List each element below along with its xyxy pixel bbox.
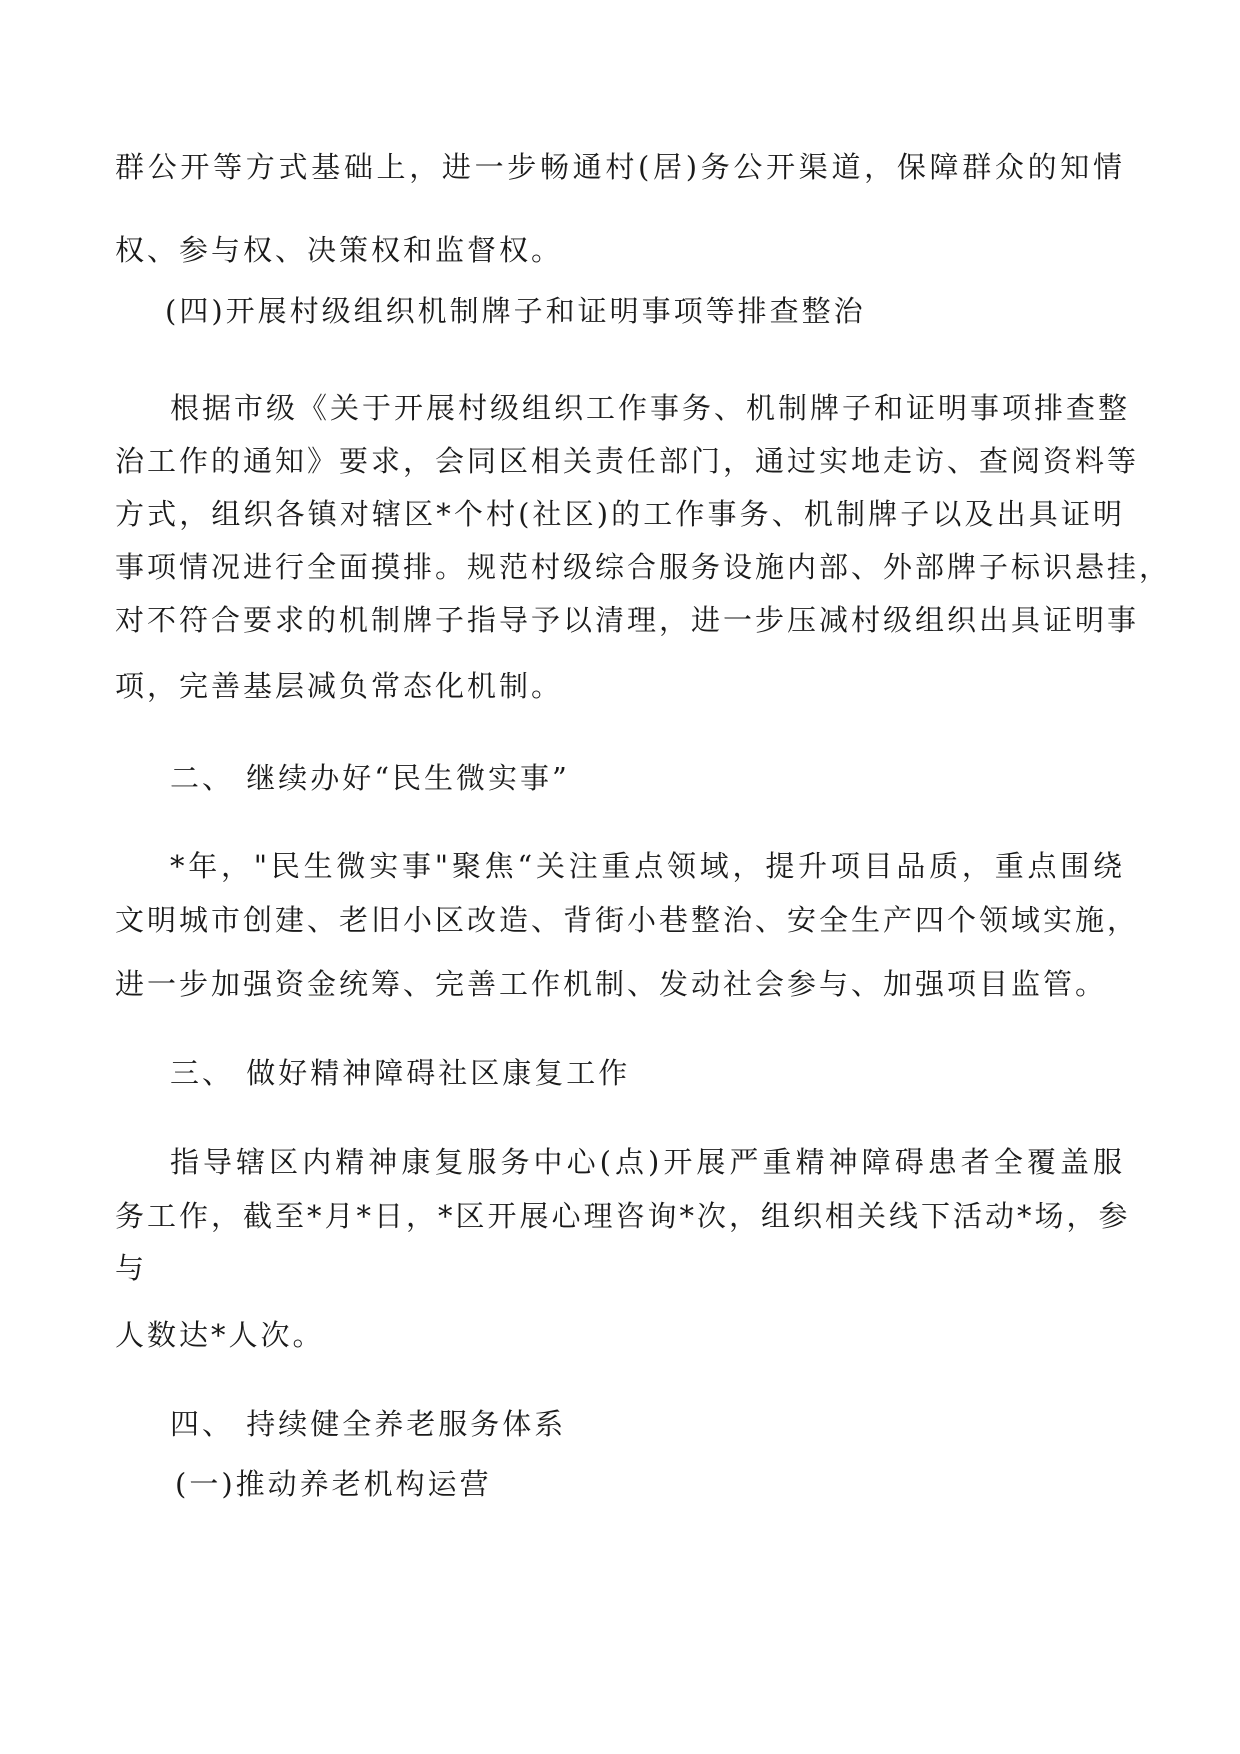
paragraph-line: 方式，组织各镇对辖区*个村(社区)的工作事务、机制牌子以及出具证明 [115,497,1125,531]
subsection-heading: (四)开展村级组织机制牌子和证明事项等排查整治 [165,294,866,328]
paragraph-line: 治工作的通知》要求，会同区相关责任部门，通过实地走访、查阅资料等 [115,444,1140,478]
paragraph-line: 进一步加强资金统筹、完善工作机制、发动社会参与、加强项目监管。 [115,967,1108,1001]
paragraph-line: 文明城市创建、老旧小区改造、背街小巷整治、安全生产四个领域实施， [115,903,1140,937]
paragraph-line: 指导辖区内精神康复服务中心(点)开展严重精神障碍患者全覆盖服 [170,1145,1125,1179]
paragraph-line: 根据市级《关于开展村级组织工作事务、机制牌子和证明事项排查整 [170,391,1131,425]
paragraph-line: 对不符合要求的机制牌子指导予以清理，进一步压减村级组织出具证明事 [115,603,1140,637]
paragraph-line: 与 [115,1251,148,1285]
paragraph-line: *年，"民生微实事"聚焦“关注重点领域，提升项目品质，重点围绕 [170,849,1125,883]
section-heading: 四、 持续健全养老服务体系 [170,1407,567,1441]
section-heading: 二、 继续办好“民生微实事” [170,761,570,795]
paragraph-line: 项，完善基层减负常态化机制。 [115,669,564,703]
paragraph-line: 群公开等方式基础上，进一步畅通村(居)务公开渠道，保障群众的知情 [115,150,1125,184]
section-heading: 三、 做好精神障碍社区康复工作 [170,1056,631,1090]
paragraph-line: 事项情况进行全面摸排。规范村级综合服务设施内部、外部牌子标识悬挂， [115,550,1172,584]
paragraph-line: 人数达*人次。 [115,1318,325,1352]
subsection-heading: (一)推动养老机构运营 [175,1467,492,1501]
paragraph-line: 务工作，截至*月*日，*区开展心理咨询*次，组织相关线下活动*场，参 [115,1199,1131,1233]
paragraph-line: 权、参与权、决策权和监督权。 [115,233,564,267]
